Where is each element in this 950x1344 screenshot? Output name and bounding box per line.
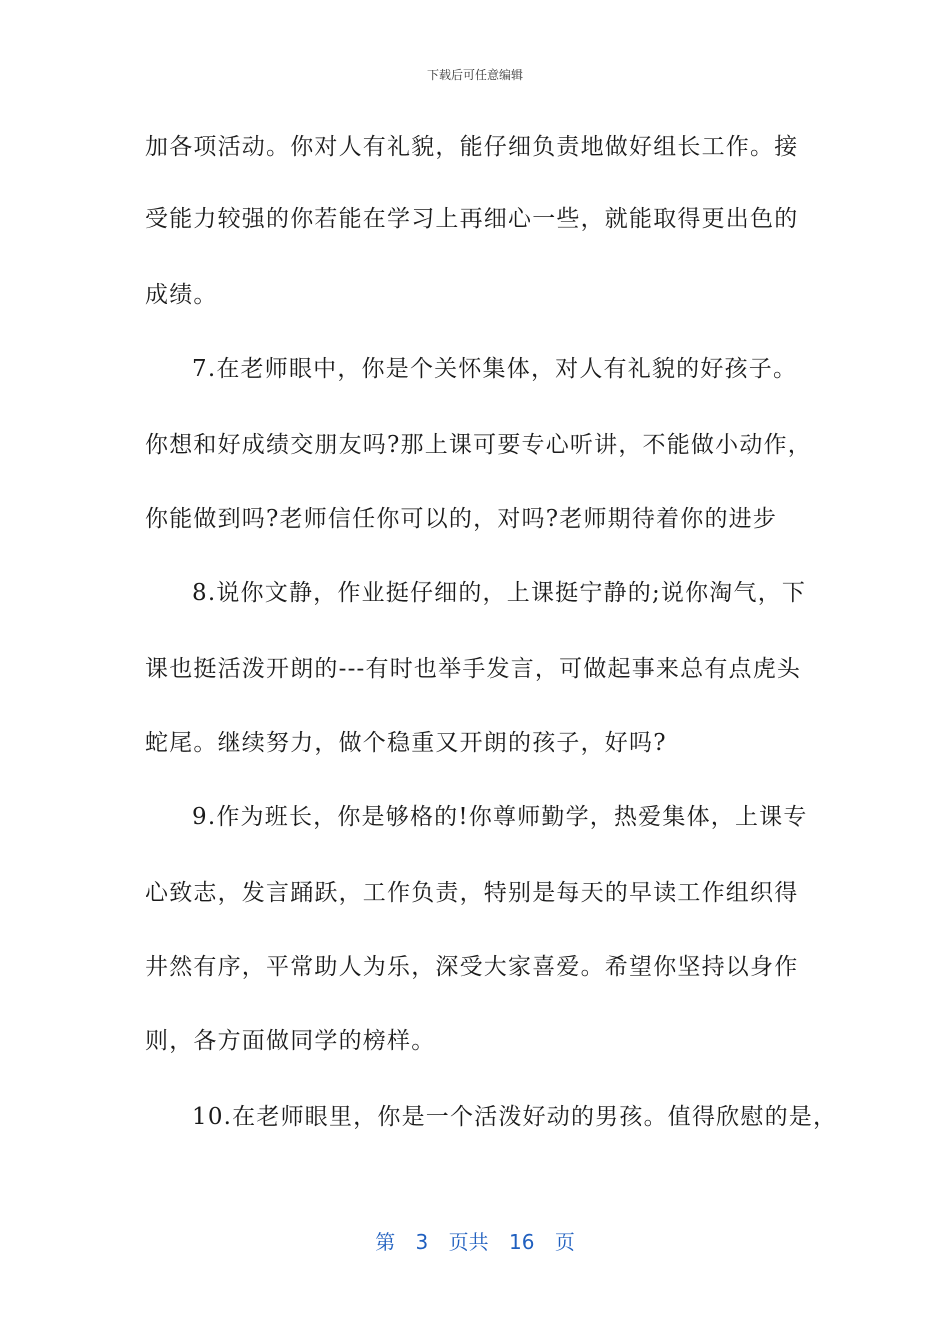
footer-total-pages: 16 bbox=[509, 1230, 535, 1254]
page-header-note: 下载后可任意编辑 bbox=[426, 68, 523, 82]
body-line: 你能做到吗?老师信任你可以的，对吗?老师期待着你的进步 bbox=[145, 506, 778, 532]
paragraph-7-start: 7.在老师眼中，你是个关怀集体，对人有礼貌的好孩子。 bbox=[192, 356, 798, 382]
paragraph-8-start: 8.说你文静，作业挺仔细的，上课挺宁静的;说你淘气，下 bbox=[192, 580, 807, 606]
paragraph-9-start: 9.作为班长，你是够格的!你尊师勤学，热爱集体，上课专 bbox=[192, 804, 808, 830]
footer-prefix: 第 bbox=[375, 1230, 396, 1254]
body-line: 你想和好成绩交朋友吗?那上课可要专心听讲，不能做小动作， bbox=[145, 432, 812, 458]
paragraph-10-start: 10.在老师眼里，你是一个活泼好动的男孩。值得欣慰的是， bbox=[192, 1104, 838, 1130]
body-line: 课也挺活泼开朗的---有时也举手发言，可做起事来总有点虎头 bbox=[145, 656, 802, 682]
body-line: 加各项活动。你对人有礼貌，能仔细负责地做好组长工作。接 bbox=[145, 134, 799, 160]
body-line: 心致志，发言踊跃，工作负责，特别是每天的早读工作组织得 bbox=[145, 880, 799, 906]
body-line: 蛇尾。继续努力，做个稳重又开朗的孩子，好吗? bbox=[145, 730, 667, 756]
body-line: 则，各方面做同学的榜样。 bbox=[145, 1028, 436, 1054]
footer-suffix: 页 bbox=[554, 1230, 575, 1254]
page-number-footer bbox=[0, 1226, 950, 1255]
footer-current-page: 3 bbox=[415, 1230, 429, 1254]
footer-middle: 页共 bbox=[448, 1230, 489, 1254]
body-line: 成绩。 bbox=[145, 282, 218, 308]
body-line: 受能力较强的你若能在学习上再细心一些，就能取得更出色的 bbox=[145, 206, 799, 232]
body-line: 井然有序，平常助人为乐，深受大家喜爱。希望你坚持以身作 bbox=[145, 954, 799, 980]
